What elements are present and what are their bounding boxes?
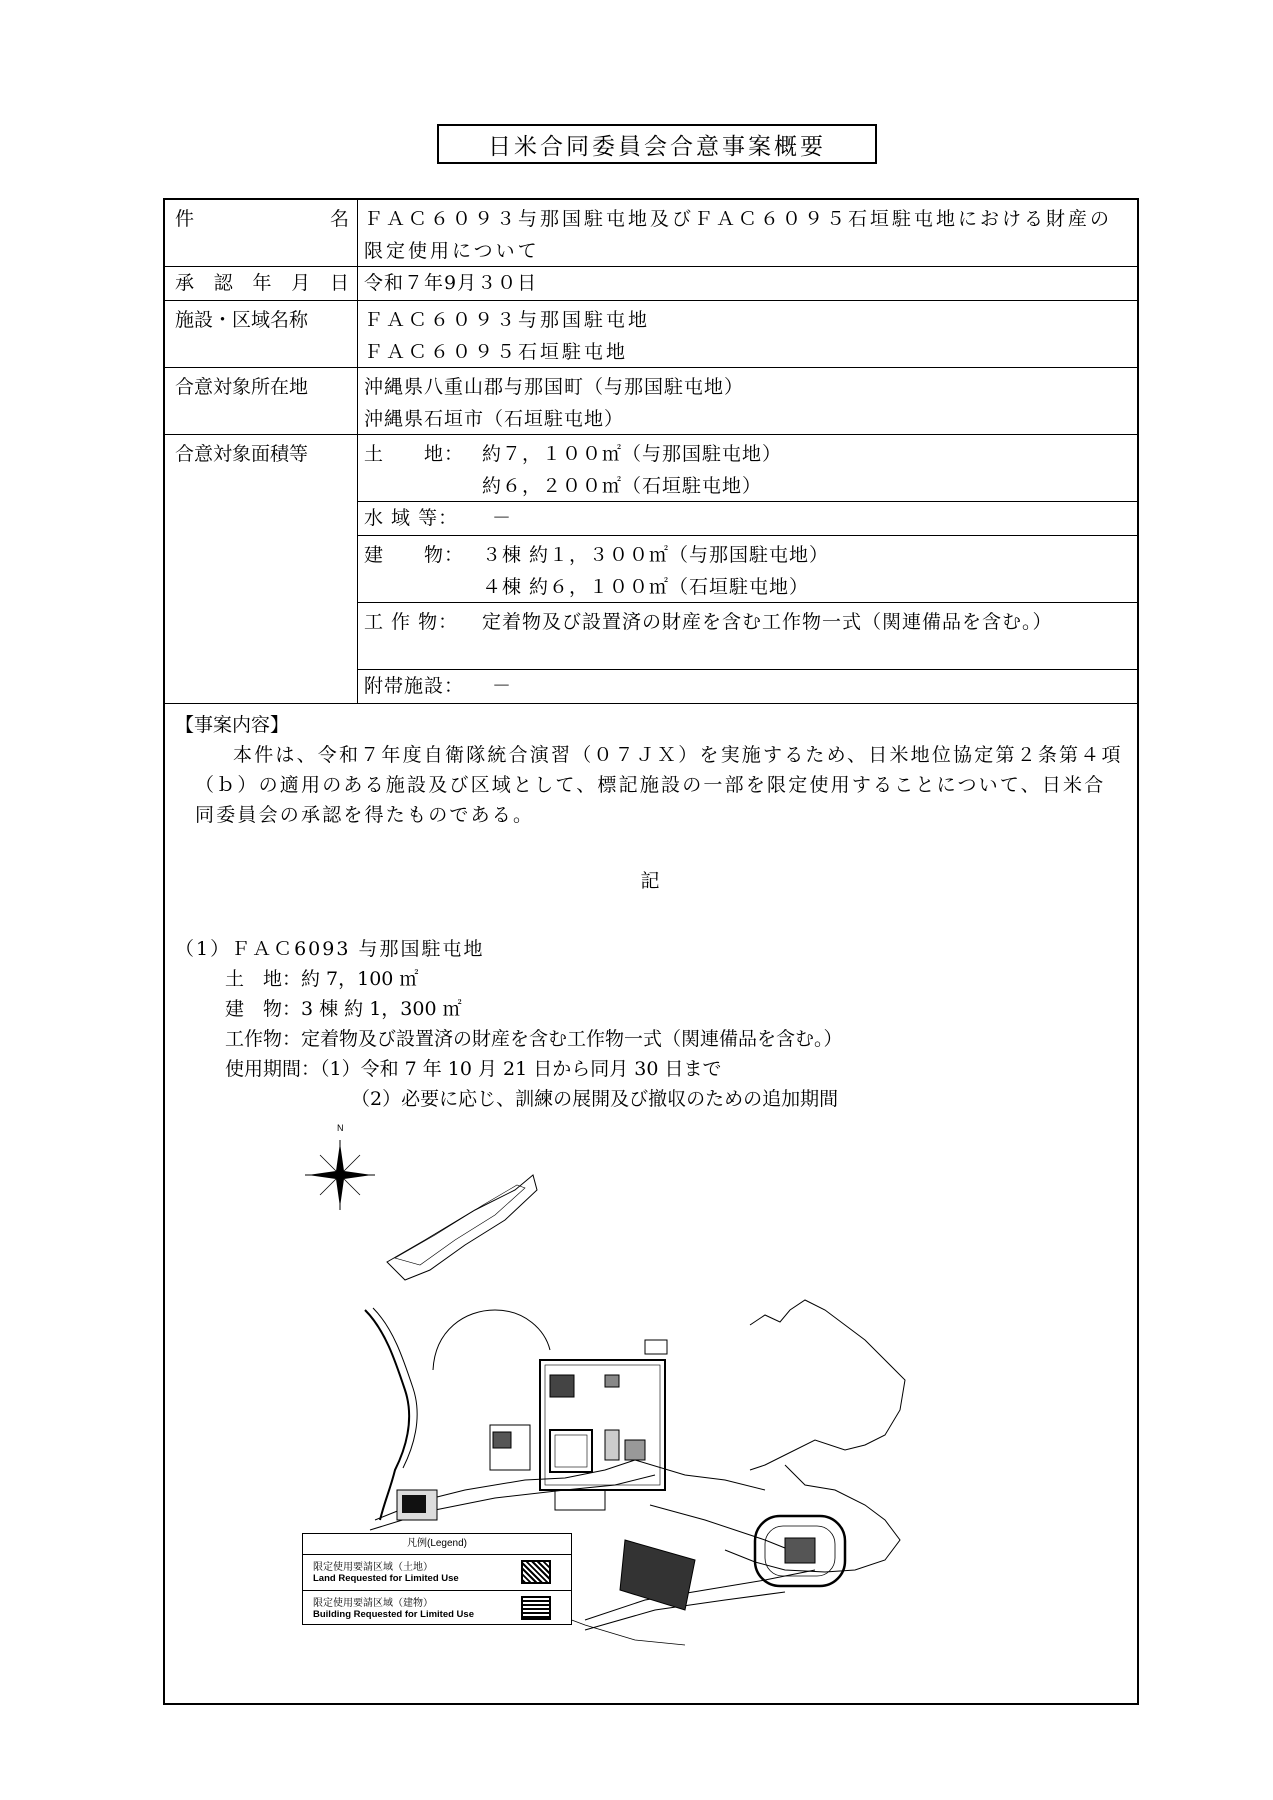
legend-land-jp: 限定使用要請区域（土地） (313, 1562, 433, 1573)
legend-land-en: Land Requested for Limited Use (313, 1573, 459, 1584)
main-compound (490, 1340, 667, 1510)
water-value: － (492, 507, 513, 529)
building-label: 建 物： (364, 544, 465, 566)
detail-period: 使用期間：（1）令和 7 年 10 月 21 日から同月 30 日まで (225, 1058, 722, 1080)
annex-label: 附帯施設： (364, 675, 465, 697)
land-line: 約７，１００㎡（与那国駐屯地） (482, 443, 783, 465)
summary-table (163, 198, 1139, 1705)
label-char: 認 (213, 272, 233, 294)
hatch-swatch-building-icon (521, 1596, 551, 1620)
facility-line: ＦＡＣ６０９３与那国駐屯地 (364, 309, 651, 331)
content-heading: 【事案内容】 (175, 714, 290, 736)
limited-use-land-west (397, 1490, 437, 1520)
legend-building-en: Building Requested for Limited Use (313, 1609, 474, 1620)
item-title: （1）ＦＡＣ6093 与那国駐屯地 (175, 938, 485, 960)
land-line: 約６，２００㎡（石垣駐屯地） (482, 475, 763, 497)
north-label: N (337, 1123, 344, 1133)
label-char: 年 (252, 272, 272, 294)
content-paragraph: 本件は、令和７年度自衛隊統合演習（０７ＪＸ）を実施するため、日米地位協定第２条第４項（ｂ）の適用のある施設及び区域として、標記施設の一部を限定使用することについて、日米合同委員会の承認を得たものである。 (195, 744, 1123, 826)
legend-title: 凡例(Legend) (303, 1534, 571, 1555)
label-char: 月 (291, 272, 311, 294)
label-area: 合意対象面積等 (165, 435, 358, 703)
site-map (165, 200, 1137, 1703)
annex-value: － (492, 675, 513, 697)
label-facility-name: 施設・区域名称 (165, 301, 358, 367)
value-approval-date: 令和７年9月３０日 (364, 272, 538, 294)
land-label: 土 地： (364, 443, 465, 465)
track-field (755, 1516, 845, 1586)
location-line: 沖縄県石垣市（石垣駐屯地） (364, 408, 625, 430)
label-char: 件 (175, 208, 195, 230)
legend-building-jp: 限定使用要請区域（建物） (313, 1598, 433, 1609)
ki-heading: 記 (640, 870, 660, 892)
detail-land: 土 地：約 7，100 ㎡ (225, 968, 419, 990)
label-char: 日 (329, 272, 349, 294)
legend-item-land (303, 1555, 571, 1591)
label-char: 承 (175, 272, 195, 294)
water-label: 水 域 等： (364, 507, 459, 529)
building-line: ４棟 約６，１００㎡（石垣駐屯地） (482, 576, 810, 598)
value-subject: ＦＡＣ６０９３与那国駐屯地及びＦＡＣ６０９５石垣駐屯地における財産の限定使用について (364, 208, 1113, 262)
structures-value: 定着物及び設置済の財産を含む工作物一式（関連備品を含む。） (482, 611, 1053, 633)
detail-building: 建 物：3 棟 約 1，300 ㎡ (225, 998, 462, 1020)
page-title: 日米合同委員会合意事案概要 (437, 124, 877, 164)
label-char: 名 (329, 208, 349, 230)
detail-structures: 工作物：定着物及び設置済の財産を含む工作物一式（関連備品を含む。） (225, 1028, 843, 1050)
detail-period-2: （2）必要に応じ、訓練の展開及び撤収のための追加期間 (351, 1088, 839, 1110)
limited-use-land-east (620, 1540, 695, 1610)
map-legend (302, 1533, 572, 1625)
compass-rose (305, 1123, 375, 1210)
label-location: 合意対象所在地 (165, 368, 358, 434)
legend-item-building (303, 1591, 571, 1626)
location-line: 沖縄県八重山郡与那国町（与那国駐屯地） (364, 376, 745, 398)
hatch-swatch-land-icon (521, 1560, 551, 1584)
structures-label: 工 作 物： (364, 611, 459, 633)
building-line: ３棟 約１，３００㎡（与那国駐屯地） (482, 544, 830, 566)
facility-line: ＦＡＣ６０９５石垣駐屯地 (364, 341, 629, 363)
